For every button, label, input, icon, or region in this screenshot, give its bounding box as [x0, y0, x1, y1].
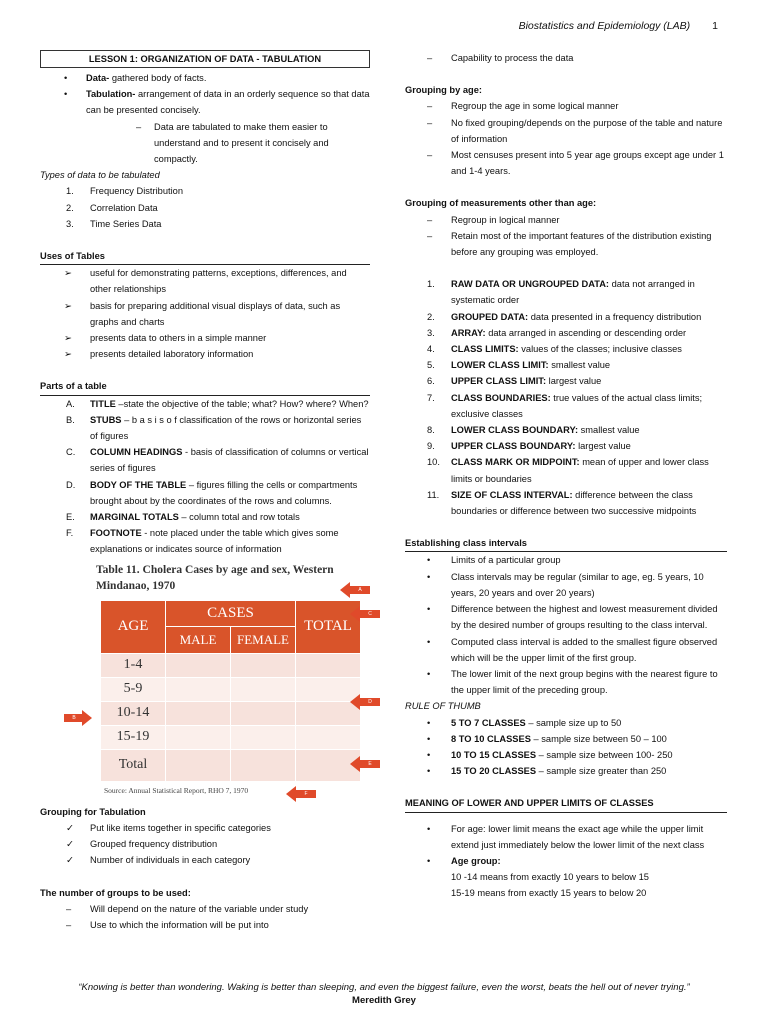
list-item: – Most censuses present into 5 year age groups except age under 1 and 1-4 years. — [427, 150, 724, 177]
definition-item: 1. RAW DATA OR UNGROUPED DATA: data not arranged in systematic order — [427, 279, 695, 306]
list-item: – Regroup in logical manner — [427, 214, 560, 225]
arrow-f-icon: F — [290, 788, 316, 800]
table-header-female: FEMALE — [231, 627, 296, 654]
example-table — [100, 600, 361, 782]
section-heading: Parts of a table — [40, 378, 370, 395]
list-item: F. FOOTNOTE - note placed under the table which gives some explanations or indicates source of information — [66, 528, 339, 555]
list-item: ➢ useful for demonstrating patterns, exceptions, differences, and other relationships — [40, 265, 370, 297]
list-item: – Data are tabulated to make them easier to understand and to present it concisely and compactly. — [136, 121, 329, 165]
table-figure — [46, 562, 371, 800]
list-item: • For age: lower limit means the exact age while the upper limit extend just immediately below the lower limit of the next class — [427, 823, 705, 850]
definition-item: 8. LOWER CLASS BOUNDARY: smallest value — [427, 425, 640, 436]
definition-item: 2. GROUPED DATA: data presented in a frequency distribution — [427, 311, 702, 322]
list-item: – Capability to process the data — [427, 53, 574, 63]
section-heading: Grouping by age: — [405, 85, 482, 96]
lesson-title: LESSON 1: ORGANIZATION OF DATA - TABULATION — [40, 50, 370, 68]
list-item: • Limits of a particular group — [427, 555, 561, 566]
page-header — [519, 20, 718, 32]
list-item: C. COLUMN HEADINGS - basis of classification of columns or vertical series of figures — [66, 447, 369, 474]
section-heading: The number of groups to be used: — [40, 887, 191, 898]
definition-item: 10. CLASS MARK OR MIDPOINT: mean of upper and lower class limits or boundaries — [427, 457, 709, 484]
definition-item: 7. CLASS BOUNDARIES: true values of the actual class limits; exclusive classes — [427, 392, 703, 419]
table-row-label: 10-14 — [101, 701, 166, 725]
list-item: • 8 TO 10 CLASSES – sample size between 50 – 100 — [427, 733, 667, 744]
section-heading: MEANING OF LOWER AND UPPER LIMITS OF CLASSES — [405, 795, 727, 812]
list-item: • Class intervals may be regular (similar to age, eg. 5 years, 10 years, 20 years and over 20 years) — [427, 571, 704, 598]
check-icon: ✓ — [66, 839, 74, 850]
left-column — [40, 50, 370, 933]
list-item: • The lower limit of the next group begins with the nearest figure to the upper limit of the preceding group. — [427, 668, 718, 696]
check-icon: ✓ — [66, 855, 74, 866]
list-item: • Tabulation- arrangement of data in an orderly sequence so that data can be presented concisely. — [64, 89, 370, 116]
arrow-c-icon: C — [354, 608, 380, 620]
section-heading: Grouping of measurements other than age: — [405, 198, 597, 209]
arrow-a-icon: A — [344, 584, 370, 596]
list-item: • Computed class interval is added to the smallest figure observed which will be the upper limit of the first group. — [427, 636, 718, 663]
rule-label: RULE OF THUMB — [405, 701, 481, 712]
list-item: – Use to which the information will be put into — [66, 919, 269, 930]
table-header-male: MALE — [166, 627, 231, 654]
right-column — [405, 50, 727, 902]
page-number: 1 — [712, 20, 718, 32]
header-title: Biostatistics and Epidemiology (LAB) — [518, 20, 691, 32]
footer-quote: “Knowing is better than wondering. Waking is better than sleeping, and even the biggest failure, even the worst, beats the hell out of never trying.” — [78, 982, 690, 993]
list-item: ➢ presents data to others in a simple manner — [40, 330, 370, 346]
figure-source: Source: Annual Statistical Report, RHO 7, 1970 — [104, 785, 249, 795]
list-item: B. STUBS – b a s i s o f classification of the rows or horizontal series of figures — [66, 414, 362, 442]
definition-item: 6. UPPER CLASS LIMIT: largest value — [427, 376, 602, 387]
table-row-label: 15-19 — [101, 725, 166, 749]
list-item: ➢ presents detailed laboratory information — [40, 346, 370, 362]
types-label: Types of data to be tabulated — [40, 170, 160, 181]
table-total-label: Total — [101, 749, 166, 781]
list-item: • 15 TO 20 CLASSES – sample size greater than 250 — [427, 766, 667, 777]
table-row-label: 1-4 — [101, 653, 166, 677]
list-item: ➢ basis for preparing additional visual displays of data, such as graphs and charts — [40, 298, 370, 330]
list-item: • 10 TO 15 CLASSES – sample size between 100- 250 — [427, 749, 673, 760]
quote-author: Meredith Grey — [352, 995, 416, 1006]
definition-item: 4. CLASS LIMITS: values of the classes; inclusive classes — [427, 344, 682, 355]
age-group-line: 10 -14 means from exactly 10 years to below 15 — [451, 872, 649, 883]
list-item: 2. Correlation Data — [66, 202, 158, 213]
list-item: • Data- gathered body of facts. — [64, 73, 207, 83]
list-item: A. TITLE –state the objective of the table; what? How? where? When? — [66, 398, 369, 409]
list-item: ✓ Grouped frequency distribution — [40, 836, 370, 852]
list-item: – Retain most of the important features of the distribution existing before any grouping was employed. — [427, 230, 712, 258]
definition-item: 5. LOWER CLASS LIMIT: smallest value — [427, 360, 611, 371]
check-icon: ✓ — [66, 822, 74, 833]
list-item: ✓ Number of individuals in each category — [40, 852, 370, 868]
arrow-e-icon: E — [354, 758, 380, 770]
section-heading: Establishing class intervals — [405, 535, 727, 552]
arrow-bullet-icon: ➢ — [64, 333, 72, 344]
list-item: • 5 TO 7 CLASSES – sample size up to 50 — [427, 717, 622, 728]
arrow-b-icon: B — [64, 712, 90, 724]
figure-caption: Table 11. Cholera Cases by age and sex, Western Mindanao, 1970 — [96, 563, 334, 592]
list-item: 1. Frequency Distribution — [66, 186, 184, 197]
arrow-bullet-icon: ➢ — [64, 300, 72, 311]
arrow-d-icon: D — [354, 696, 380, 708]
list-item: – No fixed grouping/depends on the purpose of the table and nature of information — [427, 117, 723, 144]
definition-item: 9. UPPER CLASS BOUNDARY: largest value — [427, 441, 631, 452]
list-item: – Will depend on the nature of the variable under study — [66, 903, 309, 914]
list-item: D. BODY OF THE TABLE – figures filling the cells or compartments brought about by the coordinates of the rows and columns. — [66, 479, 358, 506]
section-heading: Grouping for Tabulation — [40, 806, 146, 817]
table-header-cases: CASES — [166, 600, 296, 627]
table-row-label: 5-9 — [101, 677, 166, 701]
list-item: • Difference between the highest and lowest measurement divided by the desired number of groups resulting to the class interval. — [427, 604, 718, 631]
age-group-line: 15-19 means from exactly 15 years to below 20 — [451, 888, 647, 899]
section-heading: Uses of Tables — [40, 248, 370, 265]
list-item: E. MARGINAL TOTALS – column total and row totals — [66, 512, 300, 523]
arrow-bullet-icon: ➢ — [64, 349, 72, 360]
list-item: ✓ Put like items together in specific categories — [40, 820, 370, 836]
list-item: 3. Time Series Data — [66, 218, 162, 229]
definition-item: 11. SIZE OF CLASS INTERVAL: difference between the class boundaries or difference between two successive midpoints — [427, 489, 697, 517]
table-header-total: TOTAL — [296, 600, 361, 653]
definition-item: 3. ARRAY: data arranged in ascending or descending order — [427, 327, 687, 338]
list-item: • Age group: — [427, 855, 501, 866]
list-item: – Regroup the age in some logical manner — [427, 101, 619, 112]
table-header-age: AGE — [101, 600, 166, 653]
arrow-bullet-icon: ➢ — [64, 268, 72, 279]
